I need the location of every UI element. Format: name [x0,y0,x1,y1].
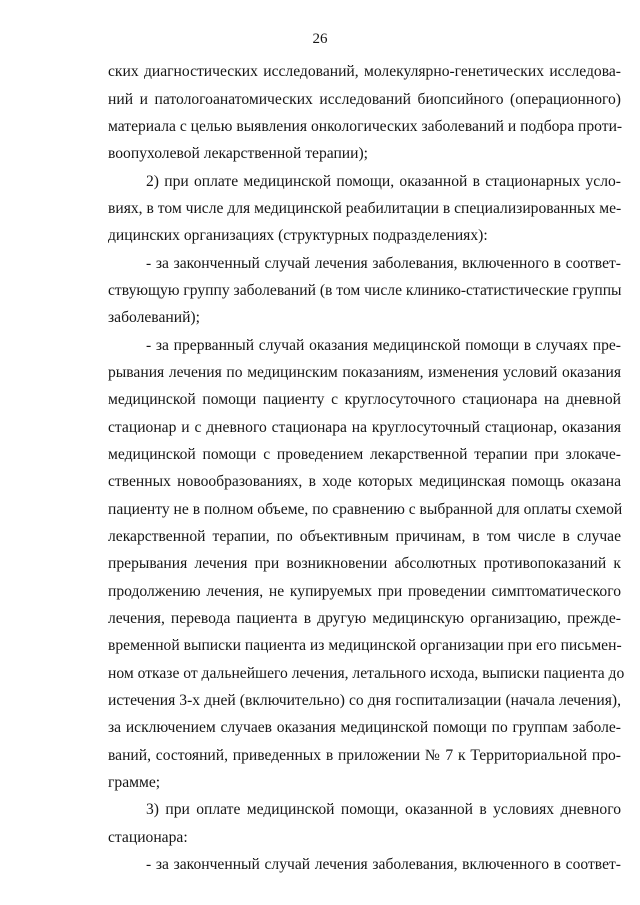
text-line: - за прерванный случай оказания медицинской помощи в случаях пре- [146,337,621,354]
text-line: виях, в том числе для медицинской реабилитации в специализированных ме- [108,200,622,217]
text-line: за исключением случаев оказания медицинской помощи по группам заболе- [108,719,621,736]
text-line: 2) при оплате медицинской помощи, оказанной в стационарных усло- [146,173,621,190]
text-line: пациенту не в полном объеме, по сравнению с выбранной для оплаты схемой [108,501,623,518]
text-line: заболеваний); [108,309,200,326]
text-line: лечения, перевода пациента в другую медицинскую организацию, прежде- [108,610,621,627]
text-line: истечения 3-х дней (включительно) со дня госпитализации (начала лечения), [108,692,621,709]
text-line: ских диагностических исследований, молекулярно-генетических исследова- [108,63,621,80]
text-line: медицинской помощи с проведением лекарственной терапии при злокаче- [108,446,621,463]
text-line: дицинских организациях (структурных подразделениях): [108,227,488,244]
text-line: - за законченный случай лечения заболевания, включенного в соответ- [146,255,621,272]
text-line: прерывания лечения при возникновении абсолютных противопоказаний к [108,555,621,572]
text-line: воопухолевой лекарственной терапии); [108,145,369,162]
text-line: ственных новообразованиях, в ходе которых медицинская помощь оказана [108,473,621,490]
text-line: материала с целью выявления онкологических заболеваний и подбора проти- [108,118,623,135]
text-line: - за законченный случай лечения заболевания, включенного в соответ- [146,856,621,873]
text-line: стационар и с дневного стационара на круглосуточный стационар, оказания [108,419,621,436]
text-line: продолжению лечения, не купируемых при проведении симптоматического [108,583,621,600]
text-line: стационара: [108,829,188,846]
text-line: 3) при оплате медицинской помощи, оказанной в условиях дневного [146,801,621,818]
text-line: ном отказе от дальнейшего лечения, летального исхода, выписки пациента до [108,665,625,682]
text-line: рывания лечения по медицинским показаниям, изменения условий оказания [108,364,621,381]
text-line: медицинской помощи пациенту с круглосуточного стационара на дневной [108,391,621,408]
text-line: ний и патологоанатомических исследований биопсийного (операционного) [108,91,621,108]
text-line: ствующую группу заболеваний (в том числе клинико-статистические группы [108,282,622,299]
page-number: 26 [312,31,328,47]
text-line: ваний, состояний, приведенных в приложении № 7 к Территориальной про- [108,747,621,764]
text-line: лекарственной терапии, по объективным причинам, в том числе в случае [108,528,621,545]
text-line: временной выписки пациента из медицинской организации при его письмен- [108,637,622,654]
text-line: грамме; [108,774,161,791]
